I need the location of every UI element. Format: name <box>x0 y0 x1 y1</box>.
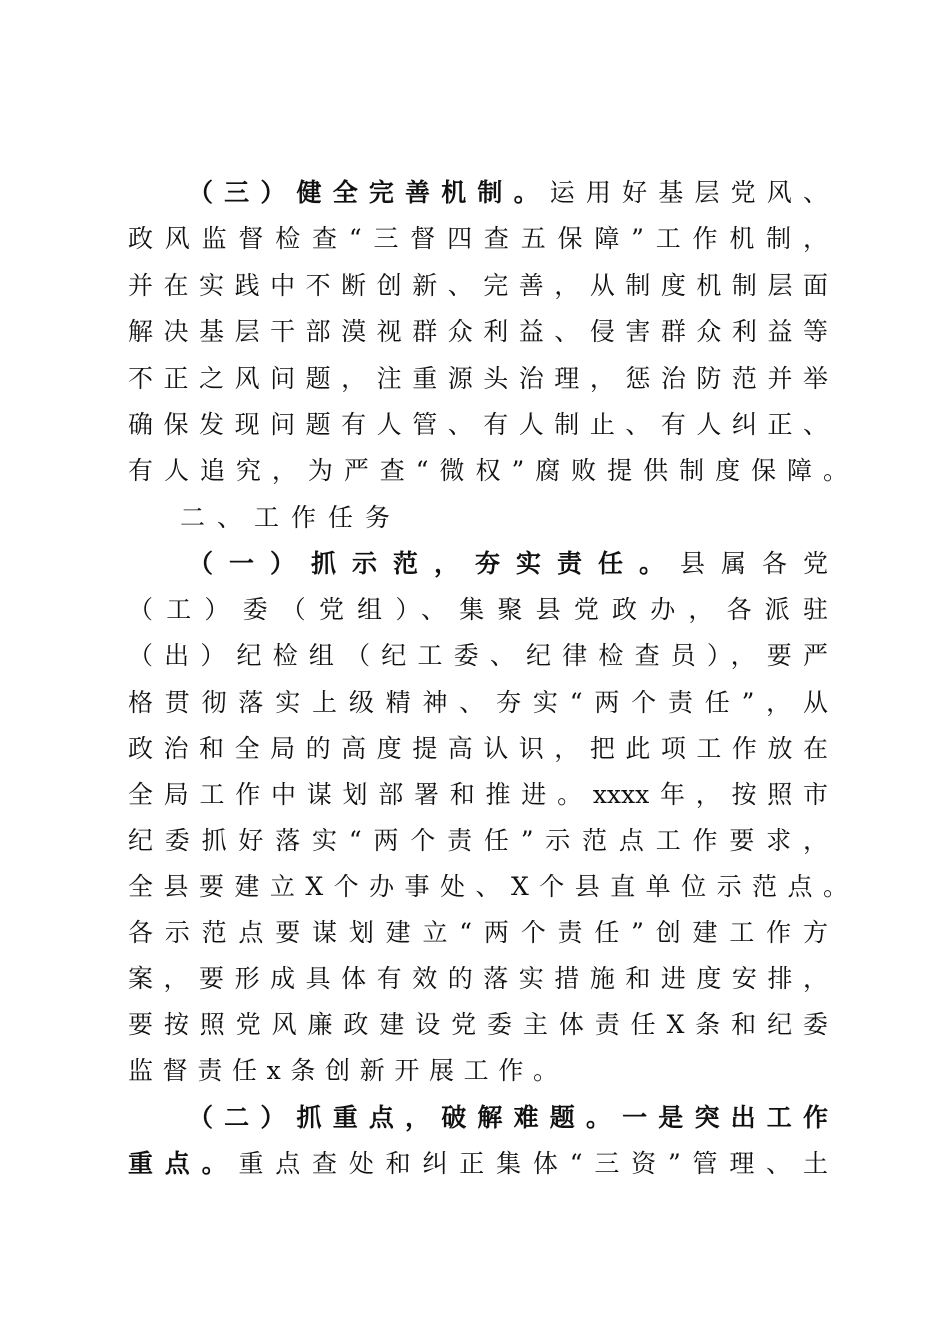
task-one-line-11: 要按照党风廉政建设党委主体责任X条和纪委 <box>128 1010 828 1039</box>
section-three-line-1 <box>188 170 828 216</box>
section-three-line-5: 不正之风问题，注重源头治理，惩治防范并举 <box>128 364 828 393</box>
task-one-heading: （一）抓示范，夯实责任。 <box>188 549 680 578</box>
task-one-line-2: （工）委（党组）、集聚县党政办，各派驻 <box>128 595 828 624</box>
section-three-line-3: 并在实践中不断创新、完善，从制度机制层面 <box>128 271 828 300</box>
task-one-line-12: 监督责任x条创新开展工作。 <box>128 1056 558 1085</box>
task-one-line-1 <box>188 541 828 587</box>
section-three-heading: （三）健全完善机制。 <box>188 178 550 207</box>
task-two-text-1: 重点查处和纠正集体“三资”管理、土 <box>238 1149 828 1178</box>
task-two-subheading: 重点。 <box>128 1149 239 1178</box>
task-one-line-7: 纪委抓好落实“两个责任”示范点工作要求， <box>128 826 828 855</box>
task-one-text-1: 县属各党 <box>679 549 828 578</box>
section-three-line-2: 政风监督检查“三督四查五保障”工作机制， <box>128 224 828 253</box>
section-three-text-1: 运用好基层党风、 <box>549 178 828 207</box>
section-three-line-7: 有人追究，为严查“微权”腐败提供制度保障。 <box>128 456 848 485</box>
task-one-line-8: 全县要建立X个办事处、X个县直单位示范点。 <box>128 872 848 901</box>
task-one-line-3: （出）纪检组（纪工委、纪律检查员），要严 <box>128 641 828 670</box>
section-three-line-4: 解决基层干部漠视群众利益、侵害群众利益等 <box>128 317 828 346</box>
part-two-title: 二、工作任务 <box>180 503 390 532</box>
task-one-line-9: 各示范点要谋划建立“两个责任”创建工作方 <box>128 918 828 947</box>
task-two-line-1: （二）抓重点，破解难题。一是突出工作 <box>188 1103 828 1132</box>
task-two-line-2 <box>128 1141 828 1187</box>
task-one-line-5: 政治和全局的高度提高认识，把此项工作放在 <box>128 734 828 763</box>
section-three-line-6: 确保发现问题有人管、有人制止、有人纠正、 <box>128 410 828 439</box>
task-one-line-6: 全局工作中谋划部署和推进。xxxx年，按照市 <box>128 780 828 809</box>
task-one-line-10: 案，要形成具体有效的落实措施和进度安排， <box>128 964 828 993</box>
task-one-line-4: 格贯彻落实上级精神、夯实“两个责任”，从 <box>128 688 828 717</box>
